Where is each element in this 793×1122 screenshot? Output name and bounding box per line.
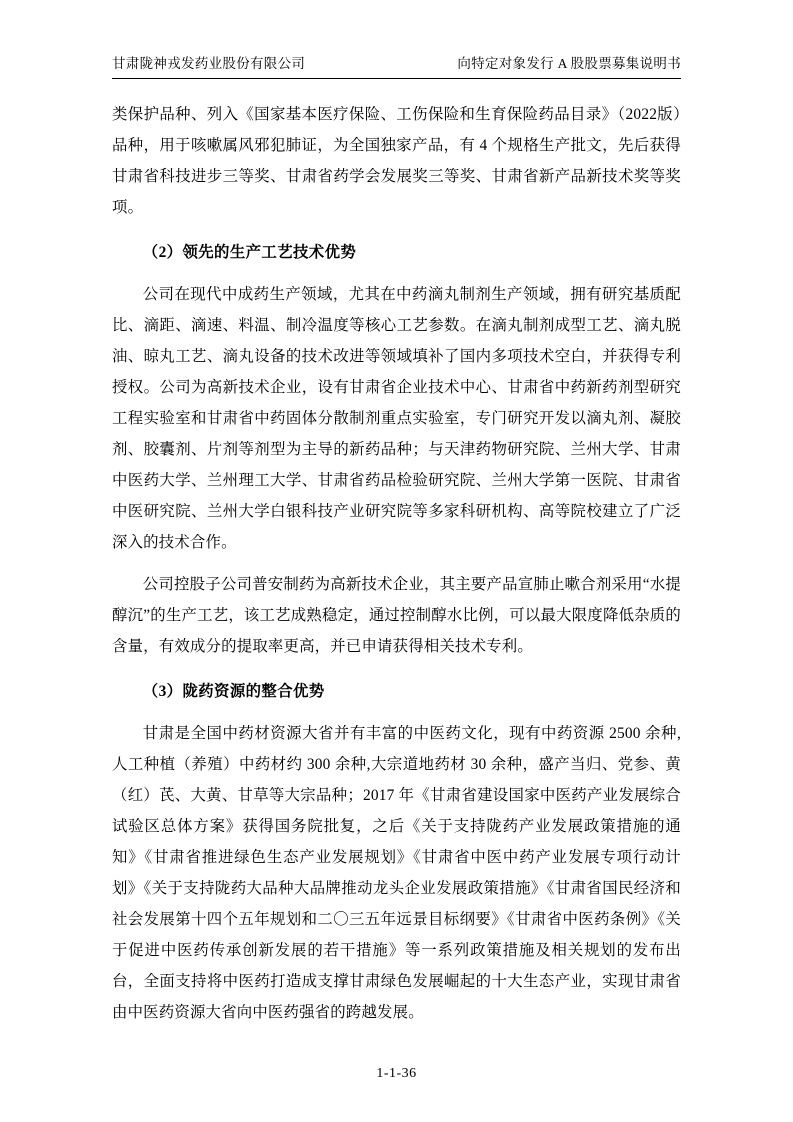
paragraph-continuation: 类保护品种、列入《国家基本医疗保险、工伤保险和生育保险药品目录》（2022版）品种，用于咳嗽属风邪犯肺证，为全国独家产品，有 4 个规格生产批文，先后获得甘肃省科技进步三等奖、甘肃省药学会发展奖三等奖、甘肃省新产品新技术奖等奖项。 — [112, 106, 681, 216]
header-company-name: 甘肃陇神戎发药业股份有限公司 — [112, 56, 306, 71]
header-document-title: 向特定对象发行 A 股股票募集说明书 — [457, 56, 681, 71]
page-footer — [112, 1056, 681, 1082]
paragraph-gansu-resources: 甘肃是全国中药材资源大省并有丰富的中医药文化，现有中药资源 2500 余种,人工种植（养殖）中药材约 300 余种,大宗道地药材 30 余种，盛产当归、党参、黄（红）芪、大黄、甘草等大宗品种；2017 年《甘肃省建设国家中医药产业发展综合试验区总体方案》获得国务院批复，之后《关于支持陇药产业发展政策措施的通知》《甘肃省推进绿色生态产业发展规划》《甘肃省中医中药产业发展专项行动计划》《关于支持陇药大品种大品牌推动龙头企业发展政策措施》《甘肃省国民经济和社会发展第十四个五年规划和二〇三五年远景目标纲要》《甘肃省中医药条例》《关于促进中医药传承创新发展的若干措施》等一系列政策措施及相关规划的发布出台，全面支持将中医药打造成支撑甘肃绿色发展崛起的十大生态产业，实现甘肃省由中医药资源大省向中医药强省的跨越发展。 — [112, 725, 681, 1021]
paragraph-production-technology: 公司在现代中成药生产领域，尤其在中药滴丸制剂生产领域，拥有研究基质配比、滴距、滴速、料温、制冷温度等核心工艺参数。在滴丸制剂成型工艺、滴丸脱油、晾丸工艺、滴丸设备的技术改进等领域填补了国内多项技术空白，并获得专利授权。公司为高新技术企业，设有甘肃省企业技术中心、甘肃省中药新药剂型研究工程实验室和甘肃省中药固体分散制剂重点实验室，专门研究开发以滴丸剂、凝胶剂、胶囊剂、片剂等剂型为主导的新药品种；与天津药物研究院、兰州大学、甘肃中医药大学、兰州理工大学、甘肃省药品检验研究院、兰州大学第一医院、甘肃省中医研究院、兰州大学白银科技产业研究院等多家科研机构、高等院校建立了广泛深入的技术合作。 — [112, 286, 681, 551]
heading-production-technology-advantage: （2）领先的生产工艺技术优势 — [142, 244, 357, 261]
heading-longyao-resource-advantage: （3）陇药资源的整合优势 — [142, 683, 325, 700]
page-header — [112, 52, 681, 79]
page-content — [112, 99, 681, 1056]
page-number: 1-1-36 — [376, 1066, 417, 1081]
paragraph-subsidiary-puan: 公司控股子公司普安制药为高新技术企业，其主要产品宣肺止嗽合剂采用“水提醇沉”的生产工艺，该工艺成熟稳定，通过控制醇水比例，可以最大限度降低杂质的含量，有效成分的提取率更高，并已申请获得相关技术专利。 — [112, 576, 681, 655]
